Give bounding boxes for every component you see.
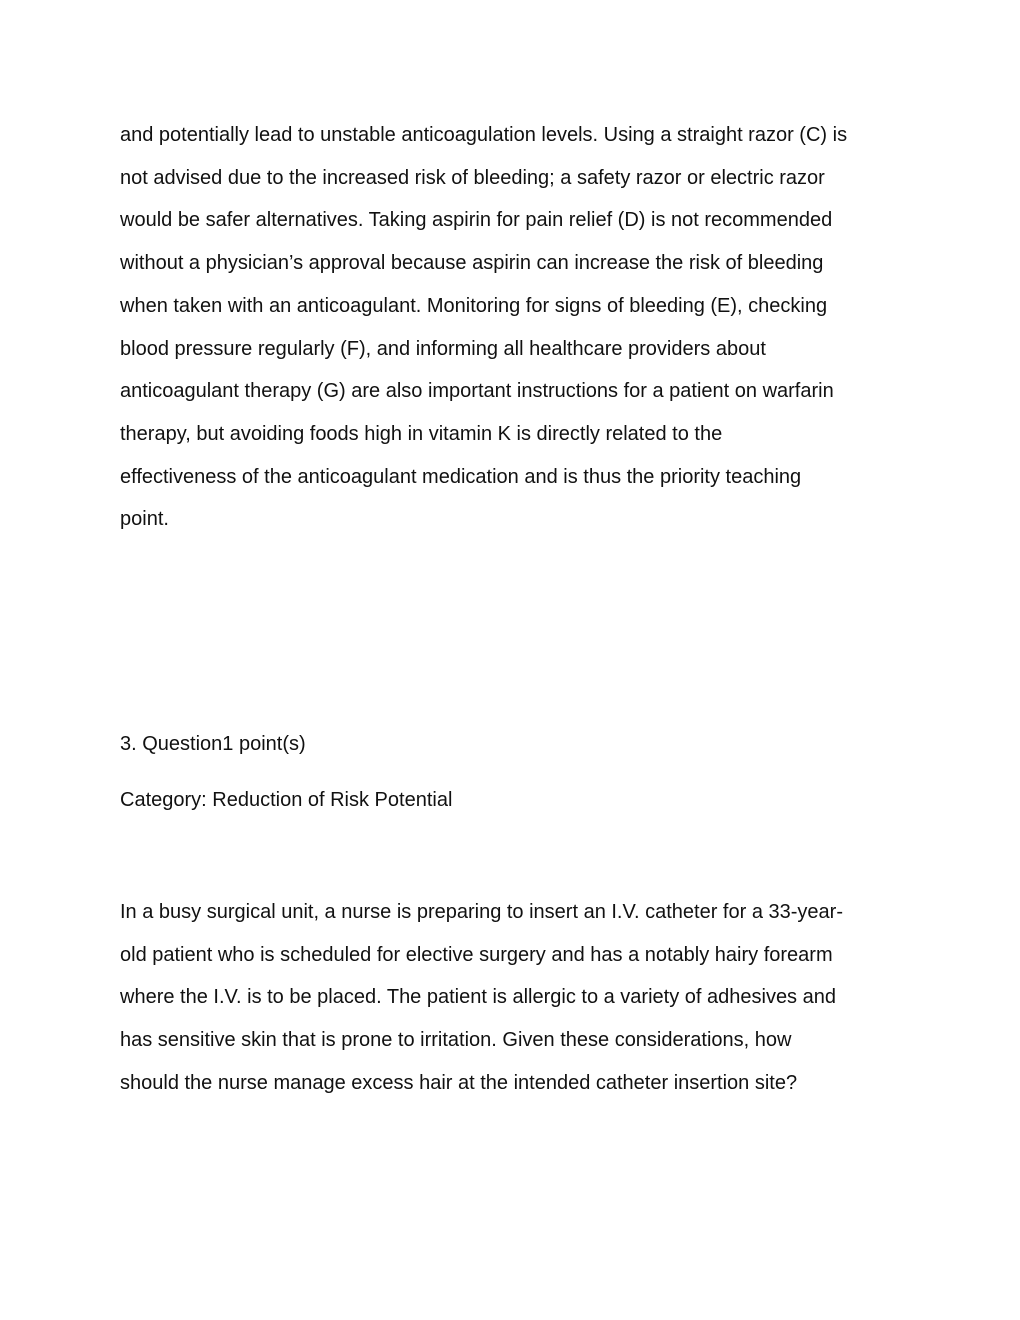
- explanation-line: anticoagulant therapy (G) are also important instructions for a patient on warfarin: [120, 380, 834, 402]
- question-category: Category: Reduction of Risk Potential: [120, 789, 453, 811]
- explanation-line: therapy, but avoiding foods high in vitamin K is directly related to the: [120, 423, 723, 445]
- question-line: has sensitive skin that is prone to irritation. Given these considerations, how: [120, 1029, 792, 1051]
- explanation-line: not advised due to the increased risk of bleeding; a safety razor or electric razor: [120, 167, 825, 189]
- explanation-line: point.: [120, 508, 169, 530]
- explanation-line: without a physician’s approval because aspirin can increase the risk of bleeding: [120, 252, 824, 274]
- explanation-line: when taken with an anticoagulant. Monitoring for signs of bleeding (E), checking: [120, 295, 828, 317]
- explanation-line: would be safer alternatives. Taking aspirin for pain relief (D) is not recommended: [120, 209, 833, 231]
- explanation-line: effectiveness of the anticoagulant medication and is thus the priority teaching: [120, 466, 802, 488]
- question-line: should the nurse manage excess hair at the intended catheter insertion site?: [120, 1072, 798, 1094]
- question-line: old patient who is scheduled for elective surgery and has a notably hairy forearm: [120, 944, 833, 966]
- question-header: 3. Question1 point(s): [120, 733, 306, 755]
- explanation-line: and potentially lead to unstable anticoagulation levels. Using a straight razor (C) is: [120, 124, 848, 146]
- explanation-line: blood pressure regularly (F), and informing all healthcare providers about: [120, 338, 766, 360]
- question-line: where the I.V. is to be placed. The patient is allergic to a variety of adhesives and: [120, 986, 836, 1008]
- question-line: In a busy surgical unit, a nurse is preparing to insert an I.V. catheter for a 33-year-: [120, 901, 843, 923]
